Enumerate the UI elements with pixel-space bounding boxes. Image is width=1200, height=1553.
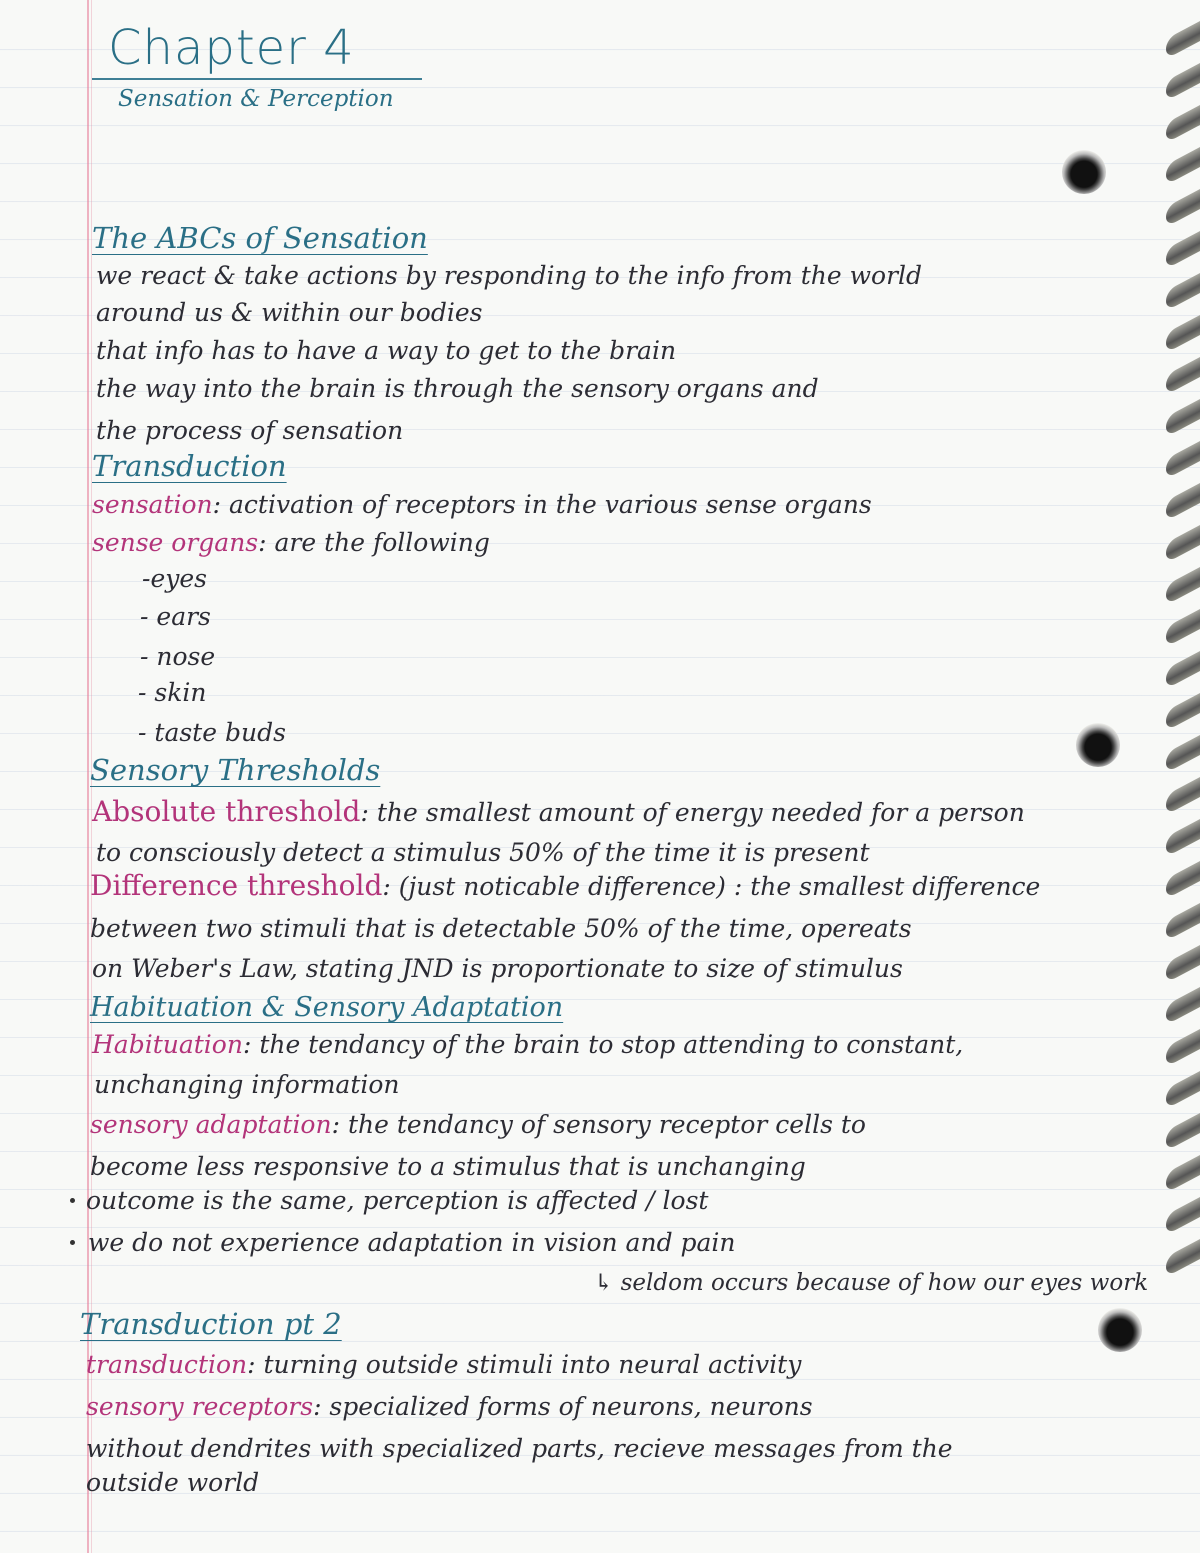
term-sense-organs: sense organs [92, 528, 259, 557]
def-difference-threshold: : (just noticable difference) : the smallest difference [382, 872, 1041, 901]
punch-hole-top [1062, 150, 1106, 194]
bullet-dot [70, 1198, 75, 1203]
sensation-definition [92, 492, 872, 517]
section-heading-thresholds: Sensory Thresholds [90, 753, 381, 787]
sensory-adaptation-line-2: become less responsive to a stimulus that is unchanging [90, 1152, 806, 1181]
outcome-line: outcome is the same, perception is affected / lost [86, 1186, 709, 1215]
sensory-receptors-line-3: outside world [86, 1468, 260, 1497]
transduction-definition [86, 1352, 801, 1377]
term-sensory-adaptation: sensory adaptation [90, 1110, 332, 1139]
difference-threshold-line-2: between two stimuli that is detectable 50% of the time, opereats [90, 914, 912, 943]
abcs-line-4: the way into the brain is through the sensory organs and [96, 374, 819, 403]
difference-threshold-line-3: on Weber's Law, stating JND is proportionate to size of stimulus [92, 954, 903, 983]
abcs-line-5: the process of sensation [96, 416, 404, 445]
section-heading-abcs: The ABCs of Sensation [92, 221, 428, 255]
list-item: - skin [138, 678, 207, 707]
def-sensory-receptors: : specialized forms of neurons, neurons [313, 1392, 813, 1421]
abcs-line-1: we react & take actions by responding to the info from the world [96, 261, 923, 290]
punch-hole-bottom [1098, 1308, 1142, 1352]
sense-organs-definition [92, 530, 490, 555]
vision-note: ↳ seldom occurs because of how our eyes work [594, 1270, 1149, 1296]
term-sensation: sensation [92, 490, 213, 519]
section-heading-habituation: Habituation & Sensory Adaptation [90, 992, 564, 1023]
def-sensory-adaptation: : the tendancy of sensory receptor cells to [331, 1110, 866, 1139]
absolute-threshold-line-2: to consciously detect a stimulus 50% of the time it is present [96, 838, 870, 867]
sensory-receptors-line-2: without dendrites with specialized parts, recieve messages from the [86, 1434, 953, 1463]
page-subtitle: Sensation & Perception [118, 86, 394, 112]
list-item: - ears [140, 602, 211, 631]
term-difference-threshold: Difference threshold [90, 869, 383, 902]
term-habituation: Habituation [92, 1030, 243, 1059]
term-sensory-receptors: sensory receptors [86, 1392, 314, 1421]
habituation-line-2: unchanging information [94, 1070, 400, 1099]
page-title: Chapter 4 [108, 20, 355, 76]
list-item: - taste buds [138, 718, 286, 747]
absolute-threshold-definition [92, 795, 1025, 828]
difference-threshold-definition [90, 869, 1041, 902]
bullet-dot [70, 1240, 75, 1245]
vision-line: we do not experience adaptation in vision and pain [88, 1228, 736, 1257]
list-item: - nose [140, 642, 216, 671]
term-absolute-threshold: Absolute threshold [92, 795, 361, 828]
abcs-line-3: that info has to have a way to get to the brain [96, 336, 677, 365]
sensory-receptors-definition [86, 1394, 813, 1419]
section-heading-transduction-2: Transduction pt 2 [80, 1307, 342, 1341]
abcs-line-2: around us & within our bodies [96, 298, 483, 327]
term-transduction: transduction [86, 1350, 248, 1379]
list-item: -eyes [142, 564, 207, 593]
def-habituation: : the tendancy of the brain to stop attending to constant, [242, 1030, 964, 1059]
punch-hole-middle [1076, 723, 1120, 767]
def-absolute-threshold: : the smallest amount of energy needed for a person [360, 798, 1025, 827]
def-sensation: : activation of receptors in the various sense organs [212, 490, 872, 519]
habituation-definition [92, 1032, 963, 1057]
title-rule [92, 78, 422, 80]
sensory-adaptation-definition [90, 1112, 866, 1137]
def-sense-organs: : are the following [258, 528, 490, 557]
def-transduction: : turning outside stimuli into neural activity [247, 1350, 802, 1379]
spiral-binding [1162, 30, 1200, 1310]
section-heading-transduction: Transduction [92, 449, 287, 483]
